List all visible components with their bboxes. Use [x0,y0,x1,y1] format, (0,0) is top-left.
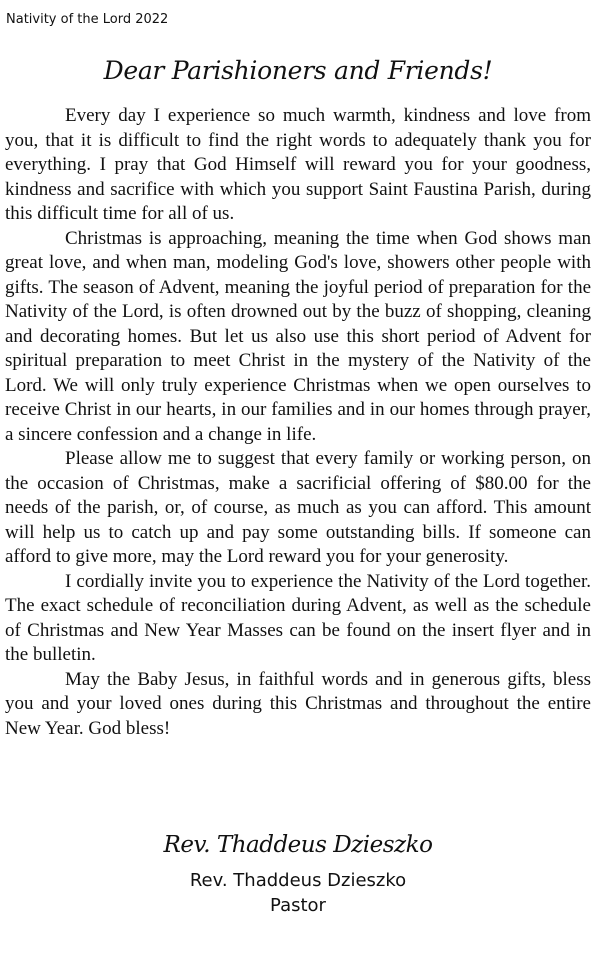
signatory-name: Rev. Thaddeus Dzieszko [189,870,407,891]
letter-paragraph: Christmas is approaching, meaning the time when God shows man great love, and when man, modeling God's love, showers other people with gifts. The season of Advent, meaning the joyful period of preparation for the Nativity of the Lord, is often drowned out by the buzz of shopping, cleaning and decorating homes. But let us also use this short period of Advent for spiritual preparation to meet Christ in the mystery of the Nativity of the Lord. We will only truly experience Christmas when we open ourselves to receive Christ in our hearts, in our families and in our homes through prayer, a sincere confession and a change in life. [5,227,591,445]
letter-paragraph: May the Baby Jesus, in faithful words and in generous gifts, bless you and your loved ones during this Christmas and throughout the entire New Year. God bless! [5,668,591,739]
letter-salutation: Dear Parishioners and Friends! [103,56,493,85]
handwritten-signature: Rev. Thaddeus Dzieszko [163,832,433,858]
signatory-title: Pastor [270,895,326,916]
letter-paragraph: Every day I experience so much warmth, kindness and love from you, that it is difficult to find the right words to adequately thank you for everything. I pray that God Himself will reward you for your goodness, kindness and sacrifice with which you support Saint Faustina Parish, during this difficult time for all of us. [5,105,591,224]
letter-paragraph: I cordially invite you to experience the Nativity of the Lord together. The exact schedule of reconciliation during Advent, as well as the schedule of Christmas and New Year Masses can be found on the insert flyer and in the bulletin. [5,570,591,665]
letter-paragraph: Please allow me to suggest that every family or working person, on the occasion of Christmas, make a sacrificial offering of $80.00 for the needs of the parish, or, of course, as much as you can afford. This amount will help us to catch up and pay some outstanding bills. If someone can afford to give more, may the Lord reward you for your generosity. [5,448,591,567]
letter-body [5,104,591,741]
document-header: Nativity of the Lord 2022 [6,12,169,27]
